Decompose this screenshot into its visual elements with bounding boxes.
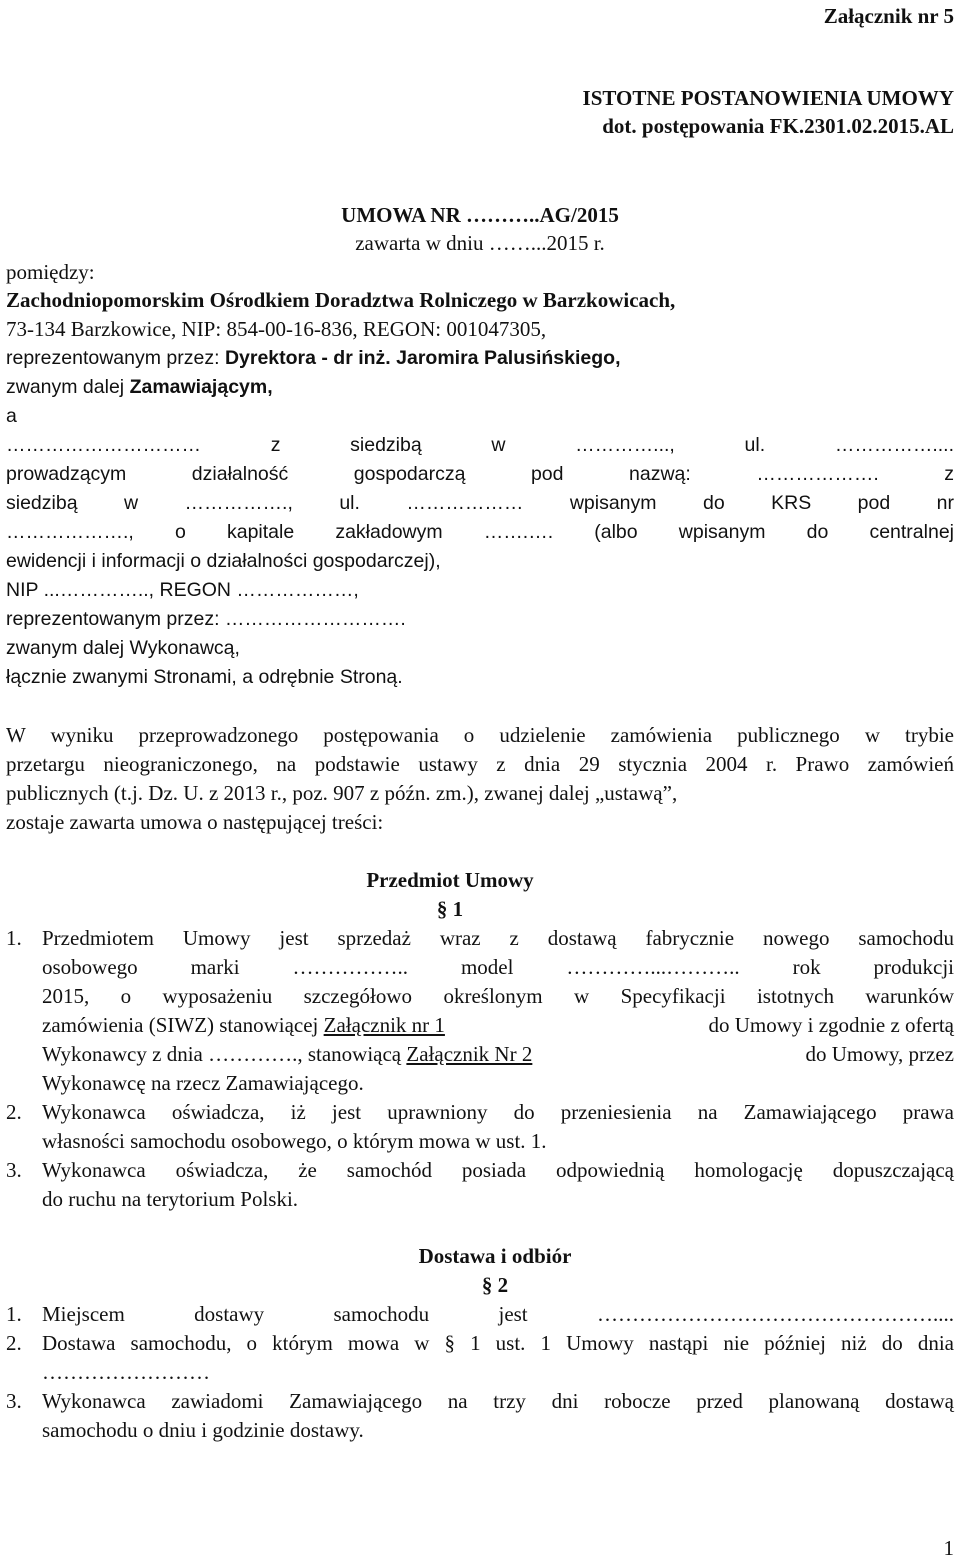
- called-prefix: zwanym dalej: [6, 376, 130, 398]
- employer-name: Zachodniopomorskim Ośrodkiem Doradztwa Rolniczego w Barzkowicach,: [6, 288, 676, 312]
- contractor-line-5: ewidencji i informacji o działalności gospodarczej),: [6, 550, 441, 572]
- intro-line-1: W wyniku przeprowadzonego postępowania o udzielenie zamówienia publicznego w trybie: [6, 723, 954, 747]
- represented-name: Dyrektora - dr inż. Jaromira Palusińskiego,: [224, 347, 621, 369]
- employer-called: [6, 373, 273, 401]
- s2-item-3-number: 3.: [6, 1389, 22, 1413]
- document-subtitle: dot. postępowania FK.2301.02.2015.AL: [602, 114, 954, 138]
- contractor-nip-regon: NIP ...………….., REGON ………………,: [6, 579, 359, 601]
- intro-line-4: zostaje zawarta umowa o następującej treści:: [6, 810, 384, 834]
- s1-item-2-number: 2.: [6, 1100, 22, 1124]
- represented-prefix: reprezentowanym przez:: [6, 347, 225, 369]
- s1-line-5-part-b: do Umowy, przez: [805, 1042, 954, 1066]
- contractor-called: zwanym dalej Wykonawcą,: [6, 637, 240, 659]
- intro-line-2: przetargu nieograniczonego, na podstawie ustawy z dnia 29 stycznia 2004 r. Prawo zamówień: [6, 752, 954, 776]
- s1-item-1-line-5: [42, 1040, 954, 1068]
- agreement-number: [0, 201, 960, 229]
- section-2-heading: Dostawa i odbiór: [418, 1244, 572, 1268]
- s2-item-3-line-2: samochodu o dniu i godzinie dostawy.: [42, 1418, 364, 1442]
- s1-item-3-line-1: Wykonawca oświadcza, że samochód posiada odpowiednią homologację dopuszczającą: [42, 1158, 954, 1182]
- contractor-line-1: ………………………… z siedzibą w …………..., ul. ……………....: [6, 434, 954, 456]
- s1-item-1-line-4: [42, 1011, 954, 1039]
- section-1-paragraph-sign: § 1: [436, 897, 464, 921]
- s2-item-3-line-1: Wykonawca zawiadomi Zamawiającego na trzy dni robocze przed planowaną dostawą: [42, 1389, 954, 1413]
- s2-item-2-line-1: Dostawa samochodu, o którym mowa w § 1 ust. 1 Umowy nastąpi nie później niż do dnia: [42, 1331, 954, 1355]
- s1-item-1-number: 1.: [6, 926, 22, 950]
- contractor-line-2: prowadzącym działalność gospodarczą pod nazwą: ………………. z: [6, 463, 954, 485]
- parties-together: łącznie zwanymi Stronami, a odrębnie Stroną.: [6, 666, 403, 688]
- called-name: Zamawiającym,: [129, 376, 273, 398]
- s1-item-2-line-1: Wykonawca oświadcza, iż jest uprawniony do przeniesienia na Zamawiającego prawa: [42, 1100, 954, 1124]
- agreement-date: zawarta w dniu ……...2015 r.: [355, 231, 605, 255]
- s1-item-3-number: 3.: [6, 1158, 22, 1182]
- section-1-heading: Przedmiot Umowy: [366, 868, 534, 892]
- agreement-number-text: UMOWA NR ………..AG/2015: [341, 203, 619, 227]
- section-2-paragraph-sign: § 2: [481, 1273, 509, 1297]
- contractor-represented: reprezentowanym przez: ……………………….: [6, 608, 406, 630]
- parties-and: a: [6, 405, 17, 427]
- s1-item-2-line-2: własności samochodu osobowego, o którym mowa w ust. 1.: [42, 1129, 547, 1153]
- s2-item-1-line-1: Miejscem dostawy samochodu jest …………………………………………....: [42, 1302, 954, 1326]
- annex-label: Załącznik nr 5: [823, 4, 954, 28]
- s1-item-3-line-2: do ruchu na terytorium Polski.: [42, 1187, 299, 1211]
- employer-address: 73-134 Barzkowice, NIP: 854-00-16-836, REGON: 001047305,: [6, 317, 547, 341]
- page-number: 1: [943, 1536, 954, 1560]
- contractor-line-4: ………………., o kapitale zakładowym …….…. (albo wpisanym do centralnej: [6, 521, 954, 543]
- s1-item-1-line-2: osobowego marki …………….. model …………...……….. rok produkcji: [42, 955, 954, 979]
- s1-line-5-part-a: Wykonawcy z dnia …………., stanowiącą Załącznik Nr 2: [42, 1042, 533, 1066]
- s1-item-1-line-3: 2015, o wyposażeniu szczegółowo określonym w Specyfikacji istotnych warunków: [42, 984, 954, 1008]
- annex-1-link: Załącznik nr 1: [323, 1013, 445, 1037]
- s1-item-1-line-6: Wykonawcę na rzecz Zamawiającego.: [42, 1071, 364, 1095]
- s1-item-1-line-1: Przedmiotem Umowy jest sprzedaż wraz z dostawą fabrycznie nowego samochodu: [42, 926, 954, 950]
- parties-between: pomiędzy:: [6, 260, 95, 284]
- s1-line-4-part-b: do Umowy i zgodnie z ofertą: [708, 1013, 954, 1037]
- employer-represented: [6, 344, 621, 372]
- s1-line-4-part-a: zamówienia (SIWZ) stanowiącej Załącznik nr 1: [42, 1013, 445, 1037]
- s2-item-1-number: 1.: [6, 1302, 22, 1326]
- s2-item-2-number: 2.: [6, 1331, 22, 1355]
- document-title: ISTOTNE POSTANOWIENIA UMOWY: [582, 86, 954, 110]
- s2-item-2-line-2: ……………………: [42, 1360, 210, 1384]
- annex-2-link: Załącznik Nr 2: [406, 1042, 533, 1066]
- intro-line-3: publicznych (t.j. Dz. U. z 2013 r., poz. 907 z późn. zm.), zwanej dalej „ustawą”,: [6, 781, 678, 805]
- contractor-line-3: siedzibą w ……………., ul. ……………… wpisanym do KRS pod nr: [6, 492, 954, 514]
